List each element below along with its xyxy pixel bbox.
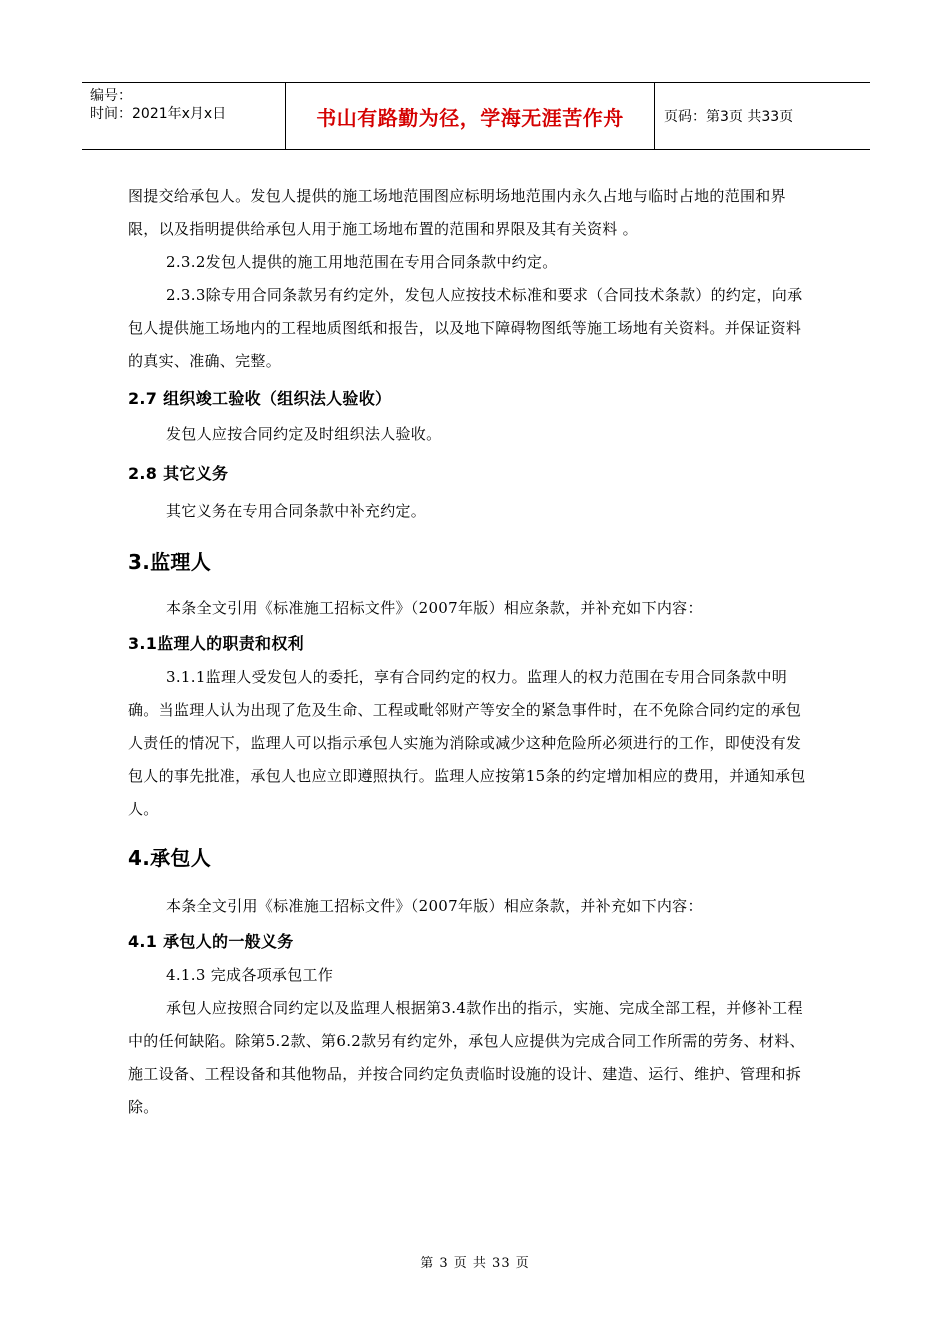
paragraph: 承包人应按照合同约定以及监理人根据第3.4款作出的指示，实施、完成全部工程，并修补工程中的任何缺陷。除第5.2款、第6.2款另有约定外，承包人应提供为完成合同工作所需的劳务、材料、施工设备、工程设备和其他物品，并按合同约定负责临时设施的设计、建造、运行、维护、管理和拆除。 — [128, 999, 805, 1116]
section-heading: 4.1 承包人的一般义务 — [128, 932, 294, 951]
header-page-info: 页码：第3页 共33页 — [664, 109, 794, 125]
chapter-heading: 3.监理人 — [128, 550, 212, 574]
paragraph: 2.3.3除专用合同条款另有约定外，发包人应按技术标准和要求（合同技术条款）的约定，向承包人提供施工场地内的工程地质图纸和报告，以及地下障碍物图纸等施工场地有关资料。并保证资料的真实、准确、完整。 — [128, 286, 803, 370]
document-body — [128, 180, 810, 1124]
paragraph: 3.1.1监理人受发包人的委托，享有合同约定的权力。监理人的权力范围在专用合同条款中明确。当监理人认为出现了危及生命、工程或毗邻财产等安全的紧急事件时，在不免除合同约定的承包人责任的情况下，监理人可以指示承包人实施为消除或减少这种危险所必须进行的工作，即使没有发包人的事先批准，承包人也应立即遵照执行。监理人应按第15条的约定增加相应的费用，并通知承包人。 — [128, 668, 806, 818]
header-meta — [82, 83, 282, 149]
page-header — [82, 82, 870, 150]
chapter-heading: 4.承包人 — [128, 846, 212, 870]
section-heading: 2.7 组织竣工验收（组织法人验收） — [128, 389, 392, 408]
paragraph: 本条全文引用《标准施工招标文件》（2007年版）相应条款，并补充如下内容： — [166, 599, 703, 617]
paragraph: 发包人应按合同约定及时组织法人验收。 — [166, 425, 442, 443]
header-motto: 书山有路勤为径，学海无涯苦作舟 — [285, 83, 655, 149]
document-number: 编号： — [90, 88, 132, 104]
page-footer: 第 3 页 共 33 页 — [420, 1256, 530, 1271]
section-heading: 2.8 其它义务 — [128, 464, 229, 483]
paragraph: 4.1.3 完成各项承包工作 — [166, 966, 334, 984]
paragraph: 本条全文引用《标准施工招标文件》（2007年版）相应条款，并补充如下内容： — [166, 897, 703, 915]
paragraph: 其它义务在专用合同条款中补充约定。 — [166, 502, 427, 520]
paragraph: 图提交给承包人。发包人提供的施工场地范围图应标明场地范围内永久占地与临时占地的范围和界限，以及指明提供给承包人用于施工场地布置的范围和界限及其有关资料 。 — [128, 187, 786, 238]
paragraph: 2.3.2发包人提供的施工用地范围在专用合同条款中约定。 — [166, 253, 558, 271]
document-time: 时间：2021年x月x日 — [90, 106, 227, 122]
section-heading: 3.1监理人的职责和权利 — [128, 634, 304, 653]
